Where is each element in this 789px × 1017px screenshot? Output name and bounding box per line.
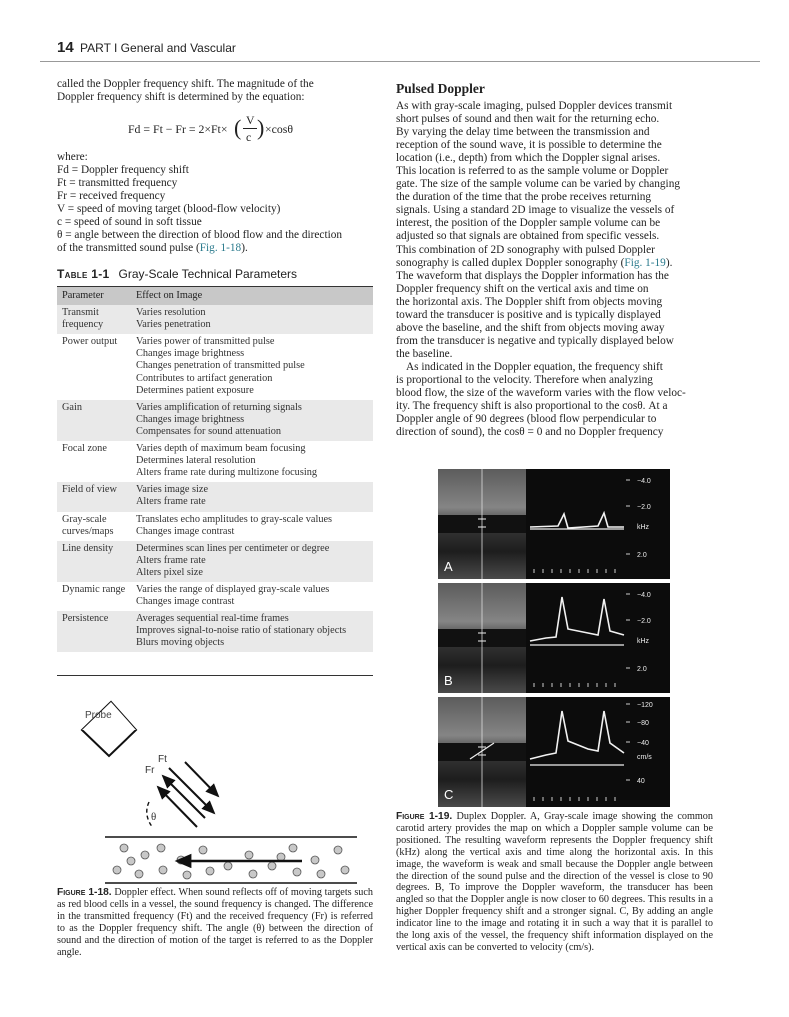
text-line: called the Doppler frequency shift. The magnitude of the [57,78,314,90]
column-header: Parameter [57,287,131,306]
effect-line: Varies power of transmitted pulse [136,336,275,348]
effect-cell [131,400,373,441]
theta-label: θ [151,811,157,823]
table-row [57,611,373,652]
text-line: θ = angle between the direction of blood flow and the direction [57,229,343,242]
received-arrow [158,787,197,827]
table-row [57,582,373,611]
parameter-cell: Dynamic range [62,583,126,595]
text-line: c = speed of sound in soft tissue [57,216,202,229]
text-line: direction of sound), the cosθ = 0 and no Doppler frequency [396,426,664,439]
text-line: This combination of 2D sonography with pulsed Doppler [396,243,655,256]
text-line: The waveform that displays the Doppler information has the [396,269,669,282]
effect-line: Translates echo amplitudes to gray-scale values [136,513,333,525]
equation-numerator: V [246,113,255,127]
text-line: Doppler frequency shift on the vertical axis and time on [396,282,649,295]
header-rule [40,61,760,62]
text-line: interest, the position of the Doppler sample volume can be [396,217,661,230]
ultrasound-panel-c [438,697,670,807]
text-line: location (i.e., depth) from which the Doppler signal arises. [396,152,661,165]
scale-tick-label: −2.0 [637,618,651,625]
scale-tick-label: 2.0 [637,552,647,559]
effect-cell [131,541,373,582]
parameter-cell: Focal zone [62,443,107,455]
text-line: V = speed of moving target (blood-flow velocity) [57,203,281,216]
effect-line: Alters frame rate [136,496,206,508]
table-row [57,305,373,334]
text-line: Fd = Doppler frequency shift [57,164,189,177]
figure-link[interactable]: Fig. 1-19 [624,256,666,269]
text-line: toward the transducer is positive and is typically displayed [396,308,661,321]
text-line: short pulses of sound and then wait for the returning echo. [396,113,660,126]
section-heading: Pulsed Doppler [396,81,485,96]
text-line: This location is referred to as the sample volume or Doppler [396,165,669,178]
variable-definitions [57,151,373,255]
doppler-equation [128,113,378,147]
effect-line: Compensates for sound attenuation [136,425,281,437]
scale-tick-label: 2.0 [637,666,647,673]
ultrasound-panel-b [438,583,670,693]
table-row [57,512,373,541]
table-row [57,400,373,441]
text-line: sonography is called duplex Doppler sonography (Fig. 1-19). [396,256,673,269]
effect-line: Improves signal-to-noise ratio of stationary objects [136,625,347,637]
equation-paren: ( [234,115,242,140]
effect-line: Varies the range of displayed gray-scale values [136,583,330,595]
effect-cell [131,582,373,611]
effect-line: Changes image contrast [136,596,235,608]
scale-tick-label: −120 [637,702,653,709]
effect-line: Varies image size [136,484,209,496]
effect-line: Averages sequential real-time frames [136,613,289,625]
text-line: the horizontal axis. The Doppler shift from objects moving [396,295,663,308]
text-line: Fr = received frequency [57,190,166,203]
equation-denominator: c [246,130,252,144]
figure-1-18-caption [57,887,373,958]
running-head: PART I General and Vascular [80,41,236,55]
parameter-cell: Line density [57,541,131,582]
equation-paren: ) [257,115,265,140]
fr-label: Fr [145,765,155,776]
scale-tick-label: 40 [637,778,645,785]
text-line: reception of the sound wave, it is possible to determine the [396,139,662,152]
caption-label: Figure 1-18. [57,887,112,898]
table-row [57,441,373,482]
scale-unit: cm/s [637,754,652,761]
effect-line: Determines patient exposure [136,384,254,396]
parameters-table [57,286,373,652]
doppler-effect-diagram [57,690,373,885]
table-row [57,334,373,399]
effect-line: Determines scan lines per centimeter or degree [136,542,330,554]
effect-line: Changes image brightness [136,348,245,360]
effect-cell [131,441,373,482]
parameter-cell: Field of view [57,482,131,511]
parameter-cell: Persistence [57,611,131,652]
scale-tick-label: −4.0 [637,592,651,599]
panel-letter: A [444,559,453,574]
parameter-cell: Power output [62,336,118,348]
effect-line: Alters pixel size [136,566,203,578]
parameter-cell: Transmit frequency [57,305,131,334]
figure-link[interactable]: Fig. 1-18 [199,242,242,255]
table-caption: Gray-Scale Technical Parameters [118,267,298,281]
effect-line: Changes image brightness [136,413,245,425]
text-line: of the transmitted sound pulse (Fig. 1-18). [57,242,248,255]
table-row [57,541,373,582]
effect-cell [131,611,373,652]
equation-rhs: ×cosθ [265,122,294,136]
effect-line: Varies resolution [136,307,206,319]
effect-line: Alters frame rate [136,554,206,566]
panel-letter: B [444,673,453,688]
effect-line: Changes image contrast [136,525,235,537]
effect-line: Contributes to artifact generation [136,372,273,384]
fraction-bar [243,128,257,129]
text-line: Doppler frequency shift is determined by the equation: [57,91,305,104]
effect-line: Changes penetration of transmitted pulse [136,360,305,372]
text-line: the baseline. [396,347,453,360]
effect-line: Determines lateral resolution [136,455,256,467]
caption-text: Duplex Doppler. A, Gray-scale image showing the common carotid artery provides the map on which a Doppler sample volume can be positioned. The resulting waveform represents the Doppler frequency shift (kHz) along the vertical axis and time along the horizontal axis. In this image, the waveform is weak and small because the Doppler angle between the direction of the sound pulse and the direction of the vessel is close to 90 degrees. B, To improve the Doppler waveform, the transducer has been angled so that the Doppler angle is now closer to 60 degrees. This results in a higher Doppler frequency shift and a stronger signal. C, By adding an angle indicator line to the image and rotating it in such a way that it is parallel to the long axis of the vessel, the frequency shift information displayed on the vertical axis can be converted to velocity (cm/s). [396,811,713,953]
panel-letter: C [444,787,454,802]
left-intro [57,78,373,104]
text-line: As with gray-scale imaging, pulsed Doppler devices transmit [396,100,673,112]
text-line: from the transducer is negative and typically displayed below [396,334,674,347]
effect-line: Varies amplification of returning signals [136,401,302,413]
transmitted-arrow [185,762,218,796]
scale-tick-label: −40 [637,740,649,747]
text-line: ity. The frequency shift is also proportional to the cosθ. At a [396,400,668,413]
text-line: adjusted so that signals are obtained from specific vessels. [396,230,660,243]
scale-tick-label: −4.0 [637,478,651,485]
effect-cell [131,482,373,511]
text-line: gate. The size of the sample volume can be varied by changing [396,178,680,191]
text-line: signals. Using a standard 2D image to visualize the vessels of [396,204,675,217]
effect-cell [131,512,373,541]
figure-1-19-caption [396,811,713,954]
parameter-cell: Gray-scale curves/maps [62,513,114,537]
text-line: blood flow, the size of the waveform varies with the flow veloc- [396,387,686,400]
effect-line: Varies depth of maximum beam focusing [136,443,306,455]
text-line: Ft = transmitted frequency [57,177,178,190]
column-header: Effect on Image [131,287,373,306]
parameter-cell: Gain [57,400,131,441]
scale-tick-label: −2.0 [637,504,651,511]
ft-label: Ft [158,754,167,765]
caption-text: Doppler effect. When sound reflects off of moving targets such as red blood cells in a vessel, the sound frequency is changed. The difference in the transmitted frequency (Ft) and the received frequency (Fr) is referred to as the Doppler frequency shift. The angle (θ) between the direction of sound and the direction of motion of the target is referred to as the Doppler angle. [57,887,374,958]
right-body [396,100,713,439]
text-line: the duration of the time that the probe receives returning [396,191,652,204]
scale-unit: kHz [637,638,650,645]
table-title [57,267,297,282]
table-bottom-rule [57,675,373,676]
caption-label: Figure 1-19. [396,811,453,822]
table-row [57,482,373,511]
duplex-doppler-figure [438,469,670,808]
text-line: where: [57,151,88,163]
table-label: Table 1-1 [57,267,110,281]
effect-line: Blurs moving objects [136,637,225,649]
page-number: 14 [57,39,74,56]
text-line: is proportional to the velocity. Therefore when analyzing [396,373,653,386]
effect-line: Alters frame rate during multizone focusing [136,467,317,479]
text-line: By varying the delay time between the transmission and [396,126,650,139]
text-line: Doppler angle of 90 degrees (blood flow perpendicular to [396,413,657,426]
equation-lhs: Fd = Ft − Fr = 2×Ft× [128,122,228,136]
scale-tick-label: −80 [637,720,649,727]
effect-line: Varies penetration [136,319,211,331]
text-line: above the baseline, and the shift from objects moving away [396,321,665,334]
effect-cell [131,305,373,334]
text-line: As indicated in the Doppler equation, the frequency shift [406,360,663,373]
probe-label: Probe [85,710,112,721]
scale-unit: kHz [637,524,650,531]
ultrasound-panel-a [438,469,670,579]
effect-cell [131,334,373,399]
